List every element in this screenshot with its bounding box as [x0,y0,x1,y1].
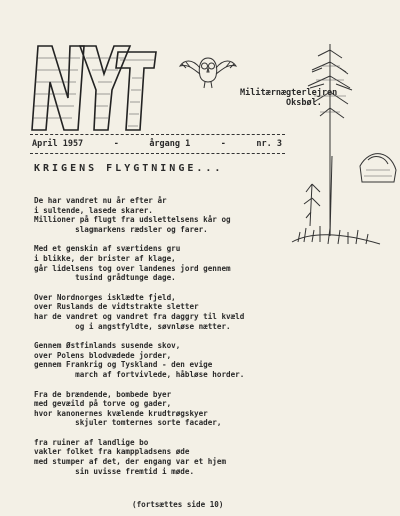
poem-line: Gennem Østfinlands susende skov, [34,341,181,351]
poem-stanza [34,438,304,476]
poem-stanza [34,390,304,428]
poem-line: har de vandret og vandret fra daggry til kvæld [34,311,245,321]
poem-line: med gevæild på torve og gader, [34,399,172,409]
poem-line: hvor kanonernes kvælende krudtrøgskyer [34,408,208,418]
issue-sep: - [113,139,119,149]
poem-line: Fra de brændende, bombede byer [34,389,172,399]
poem-stanza [34,341,304,379]
poem-line: march af fortvivlede, håbløse horder. [34,369,245,379]
issue-line [32,139,282,149]
poem-title: KRIGENS FLYGTNINGE... [34,163,224,174]
poem-body [34,196,304,486]
poem-line: med stumper af det, der engang var et hjem [34,457,227,467]
org-line-2: Oksbøl. [286,98,322,108]
poem-line: De har vandret nu år efter år [34,196,167,205]
poem-line: i blikke, der brister af klage, [34,253,176,263]
org-line-1: Militærnægterlejren [240,88,338,98]
poem-line: over Polens blodvædede jorder, [34,350,172,360]
poem-line: vakler folket fra kamppladsens øde [34,447,190,457]
issue-number: nr. 3 [256,139,282,149]
poem-line: i sultende, lasede skarer. [34,205,153,215]
pine-trees-illustration [290,36,400,276]
poem-line: Millioner på flugt fra udslettelsens kår og [34,215,231,225]
poem-line: Over Nordnorges isklædte fjeld, [34,292,176,302]
divider-bottom [30,153,285,154]
poem-stanza [34,244,304,282]
owl-icon [178,50,238,92]
poem-line: sin uvisse fremtid i møde. [34,466,195,476]
divider-top [30,134,285,135]
poem-line: Med et genskin af sværtidens gru [34,244,181,254]
poem-line: fra ruiner af landlige bo [34,437,149,447]
poem-line: slagmarkens rædsler og farer. [34,224,208,234]
issue-sep: - [220,139,226,149]
poem-line: og i angstfyldte, søvnløse nætter. [34,321,231,331]
issue-month: April 1957 [32,139,84,149]
poem-line: går lidelsens tog over landenes jord gennem [34,263,231,273]
poem-line: gennem Frankrig og Tyskland - den evige [34,360,213,370]
poem-line: over Ruslands de vidtstrakte sletter [34,302,199,312]
issue-year: årgang 1 [149,139,191,149]
poem-line: skjuler tomternes sorte facader, [34,418,222,428]
poem-stanza [34,196,304,234]
nyt-masthead-logo [28,38,158,134]
poem-line: tusind grådtunge dage. [34,273,176,283]
continuation-note: (fortsættes side 10) [132,500,224,509]
poem-stanza [34,293,304,331]
